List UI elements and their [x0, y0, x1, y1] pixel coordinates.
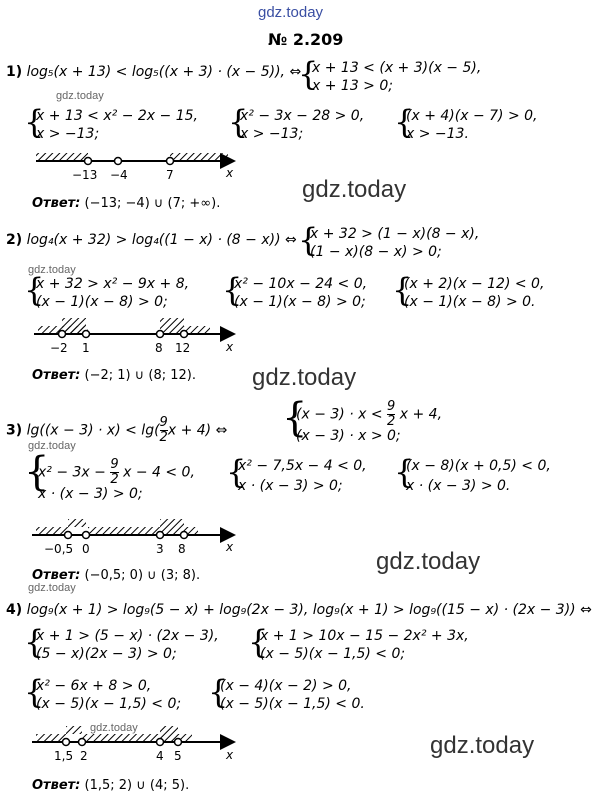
axis-label: 7	[166, 168, 174, 182]
problem-number: 2)	[6, 232, 23, 248]
problem-number: 1)	[6, 64, 23, 80]
problem-number: 3)	[6, 422, 23, 439]
watermark-top: gdz.today	[258, 4, 324, 21]
watermark-small: gdz.today	[28, 440, 76, 452]
answer-1	[32, 196, 220, 211]
watermark-small: gdz.today	[90, 722, 138, 734]
system-brace: {	[392, 271, 413, 309]
axis-label: 0	[82, 542, 90, 556]
system-line: (x − 3) · x > 0;	[296, 428, 401, 444]
system-line: x > −13.	[406, 126, 469, 142]
answer-2	[32, 368, 196, 383]
problem-2-statement	[6, 232, 297, 248]
system-line: (x − 5)(x − 1,5) < 0;	[36, 696, 182, 712]
system-line: (x − 1)(x − 8) > 0.	[404, 294, 536, 310]
watermark-small: gdz.today	[56, 90, 104, 102]
system-brace: {	[24, 623, 45, 661]
system-brace: {	[222, 271, 243, 309]
problem-4-statement	[6, 602, 592, 618]
axis-label: 3	[156, 542, 164, 556]
answer-label: Ответ:	[32, 568, 81, 583]
system-line: x > −13;	[36, 126, 100, 142]
watermark-large: gdz.today	[376, 548, 481, 575]
answer-4	[32, 778, 189, 793]
system-line: (x − 1)(x − 8) > 0;	[234, 294, 366, 310]
problem-equation: lg((x − 3) · x) < lg(	[26, 422, 160, 439]
system-brace: {	[298, 55, 319, 93]
system-line: (x − 1)(x − 8) > 0;	[36, 294, 168, 310]
watermark-small: gdz.today	[28, 582, 76, 594]
system-brace: {	[394, 103, 415, 141]
axis-variable: x	[226, 540, 234, 554]
problem-equation: log₉(x + 1) > log₉(5 − x) + log₉(2x − 3), log₉(x + 1) > log₉((15 − x) · (2x − 3)) ⇔	[26, 602, 592, 618]
system-line: x · (x − 3) > 0.	[406, 478, 511, 494]
system-line: x + 13 > 0;	[312, 78, 393, 94]
system-line: (x + 4)(x − 7) > 0,	[406, 108, 538, 124]
answer-label: Ответ:	[32, 196, 81, 211]
system-line: (x + 2)(x − 12) < 0,	[404, 276, 545, 292]
answer-value: (1,5; 2) ∪ (4; 5).	[84, 778, 190, 793]
answer-3	[32, 568, 200, 583]
system-line: x + 13 < (x + 3)(x − 5),	[312, 60, 482, 76]
axis-label: −13	[72, 168, 98, 182]
problem-equation: log₅(x + 13) < log₅((x + 3) · (x − 5)), ⇔	[26, 64, 302, 80]
problem-equation: x + 4) ⇔	[167, 422, 228, 439]
system-line: x + 1 > (5 − x) · (2x − 3),	[36, 628, 219, 644]
answer-value: (−2; 1) ∪ (8; 12).	[84, 368, 196, 383]
system-line: x + 13 < x² − 2x − 15,	[36, 108, 198, 124]
problem-number: 4)	[6, 602, 23, 618]
system-brace: {	[282, 395, 308, 441]
axis-label: 8	[178, 542, 186, 556]
axis-label: 1	[82, 341, 90, 355]
problem-3-statement	[6, 416, 227, 445]
axis-label: −0,5	[44, 542, 74, 556]
axis-label: −4	[110, 168, 128, 182]
watermark-large: gdz.today	[430, 732, 535, 759]
axis-variable: x	[226, 166, 234, 180]
axis-label: 1,5	[54, 749, 74, 763]
fraction: $\frac{9}{2}$	[159, 415, 168, 445]
number-line-2	[34, 318, 232, 338]
system-line: x · (x − 3) > 0;	[38, 486, 143, 502]
number-line-4	[32, 726, 232, 746]
system-line: (x − 4)(x − 2) > 0,	[220, 678, 352, 694]
watermark-large: gdz.today	[302, 176, 407, 203]
axis-label: 2	[80, 749, 88, 763]
system-line: (1 − x)(8 − x) > 0;	[310, 244, 442, 260]
system-line: x² − 6x + 8 > 0,	[36, 678, 152, 694]
system-brace: {	[394, 453, 415, 491]
answer-label: Ответ:	[32, 368, 81, 383]
system-line: x + 32 > x² − 9x + 8,	[36, 276, 190, 292]
system-line: (x − 8)(x + 0,5) < 0,	[406, 458, 551, 474]
system-brace: {	[226, 453, 247, 491]
system-brace: {	[208, 673, 229, 711]
watermark-small: gdz.today	[28, 264, 76, 276]
axis-label: 4	[156, 749, 164, 763]
system-line: $(x - 3) \cdot x < \frac{9}{2}$ x + 4,	[296, 399, 443, 429]
axis-variable: x	[226, 748, 234, 762]
axis-variable: x	[226, 340, 234, 354]
number-line-1	[36, 151, 232, 165]
system-line: x · (x − 3) > 0;	[238, 478, 343, 494]
system-line: x + 1 > 10x − 15 − 2x² + 3x,	[260, 628, 469, 644]
axis-label: 12	[175, 341, 191, 355]
axis-label: 5	[174, 749, 182, 763]
answer-value: (−0,5; 0) ∪ (3; 8).	[84, 568, 201, 583]
system-line: x² − 10x − 24 < 0,	[234, 276, 368, 292]
watermark-large: gdz.today	[252, 364, 357, 391]
answer-value: (−13; −4) ∪ (7; +∞).	[84, 196, 221, 211]
page-title: № 2.209	[268, 30, 344, 49]
system-line: x + 32 > (1 − x)(8 − x),	[310, 226, 480, 242]
system-brace: {	[248, 623, 269, 661]
system-line: x² − 7,5x − 4 < 0,	[238, 458, 367, 474]
system-line: (x − 5)(x − 1,5) < 0.	[220, 696, 365, 712]
axis-label: −2	[50, 341, 68, 355]
system-brace: {	[24, 673, 45, 711]
system-brace: {	[24, 271, 45, 309]
system-line: (x − 5)(x − 1,5) < 0;	[260, 646, 406, 662]
problem-equation: log₄(x + 32) > log₄((1 − x) · (8 − x)) ⇔	[26, 232, 297, 248]
answer-label: Ответ:	[32, 778, 81, 793]
system-brace: {	[298, 221, 319, 259]
system-line: x > −13;	[240, 126, 304, 142]
system-line: $x^2 - 3x - \frac{9}{2}$ x − 4 < 0,	[38, 457, 195, 487]
axis-label: 8	[155, 341, 163, 355]
number-line-3	[32, 519, 232, 539]
system-brace: {	[24, 449, 50, 495]
system-brace: {	[228, 103, 249, 141]
system-line: (5 − x)(2x − 3) > 0;	[36, 646, 177, 662]
system-brace: {	[24, 103, 45, 141]
system-line: x² − 3x − 28 > 0,	[240, 108, 365, 124]
